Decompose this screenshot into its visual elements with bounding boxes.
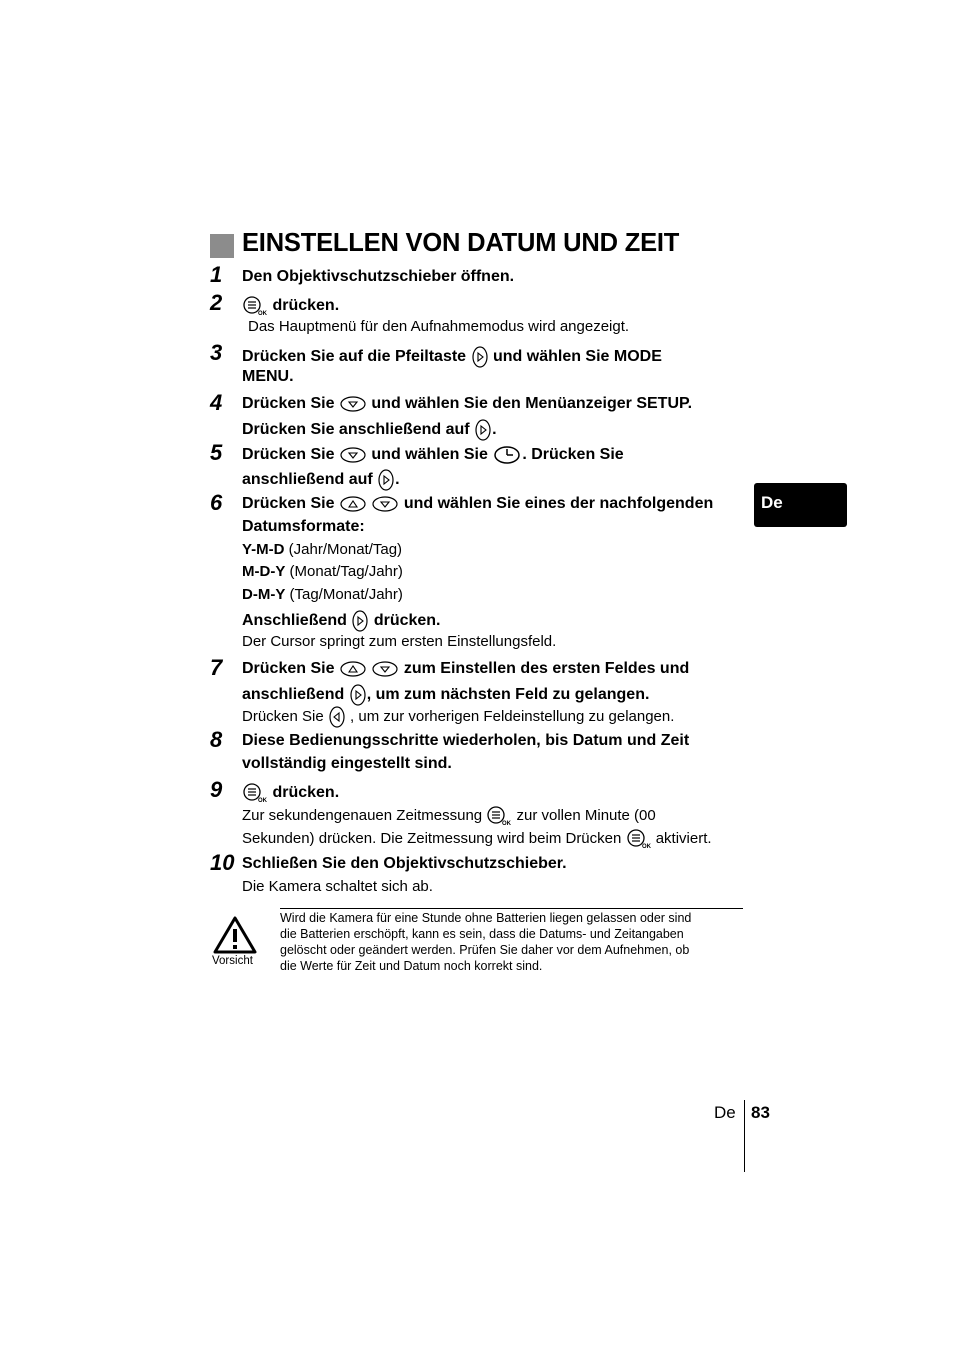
svg-text:OK: OK (502, 821, 512, 827)
step-9-note-b: zur vollen Minute (00 (516, 806, 656, 824)
step-6-text-a: Drücken Sie (242, 495, 335, 513)
step-9-note-c: Sekunden) drücken. Die Zeitmessung wird beim Drücken (242, 829, 622, 847)
date-format-desc: (Tag/Monat/Jahr) (285, 586, 403, 603)
arrow-down-icon (371, 495, 399, 513)
svg-text:OK: OK (641, 844, 651, 850)
date-format-item (242, 586, 403, 603)
step-2-line (242, 295, 339, 317)
step-7-text-b: zum Einstellen des ersten Feldes und (403, 660, 690, 678)
step-6-text-b: und wählen Sie eines der nachfolgenden (403, 495, 714, 513)
step-7-note (242, 705, 674, 729)
date-format-desc: (Jahr/Monat/Tag) (284, 541, 403, 558)
date-format-code: M-D-Y (242, 563, 286, 580)
page-title: EINSTELLEN VON DATUM UND ZEIT (242, 229, 680, 257)
step-9-note-line-2 (242, 828, 712, 850)
language-tab-label: De (761, 493, 783, 512)
step-10-note: Die Kamera schaltet sich ab. (242, 878, 433, 895)
step-6-line-2: Datumsformate: (242, 518, 365, 535)
step-5-line-1 (242, 445, 624, 465)
caution-label: Vorsicht (212, 955, 253, 967)
menu-ok-button-icon (242, 782, 268, 804)
caution-text (280, 910, 750, 974)
arrow-up-icon (339, 495, 367, 513)
step-5-text-d: anschließend auf (242, 471, 373, 489)
step-5-text-e: . (395, 471, 400, 489)
step-4-text-c: Drücken Sie anschließend auf (242, 421, 470, 439)
step-9-note-a: Zur sekundengenauen Zeitmessung (242, 806, 483, 824)
arrow-right-icon (474, 418, 492, 442)
step-number: 4 (210, 390, 223, 415)
language-tab (754, 483, 847, 527)
step-4-text-a: Drücken Sie (242, 395, 335, 413)
arrow-down-icon (339, 446, 367, 464)
step-1-text: Den Objektivschutzschieber öffnen. (242, 268, 515, 285)
step-6-text-d: Anschließend (242, 612, 347, 630)
step-7-line-2 (242, 683, 649, 707)
arrow-up-icon (339, 660, 367, 678)
step-7-text-d: , um zum nächsten Feld zu gelangen. (366, 686, 650, 704)
step-3-text-b: und wählen Sie MODE (492, 348, 662, 366)
caution-divider (280, 908, 743, 909)
clock-icon (492, 445, 522, 465)
step-7-note-b: , um zur vorherigen Feldeinstellung zu gelangen. (350, 707, 675, 725)
step-6-line-1 (242, 495, 713, 513)
step-2-text: drücken. (272, 297, 340, 315)
step-9-note-d: aktiviert. (655, 829, 712, 847)
date-format-desc: (Monat/Tag/Jahr) (285, 563, 403, 580)
step-10-text: Schließen Sie den Objektivschutzschieber. (242, 855, 567, 872)
step-3-line-2: MENU. (242, 368, 294, 385)
step-number: 9 (210, 777, 223, 802)
arrow-down-icon (339, 395, 367, 413)
arrow-right-icon (351, 609, 369, 633)
step-5-line-2 (242, 468, 400, 492)
arrow-right-icon (471, 345, 489, 369)
step-6-line-3 (242, 609, 441, 633)
step-number: 1 (210, 262, 223, 287)
step-4-line-2 (242, 418, 497, 442)
footer-divider (744, 1100, 745, 1172)
step-3-line-1 (242, 345, 662, 369)
step-number: 2 (210, 290, 223, 315)
step-number: 7 (210, 655, 223, 680)
step-6-text-e: drücken. (373, 612, 441, 630)
step-4-text-b: und wählen Sie den Menüanzeiger SETUP. (371, 395, 693, 413)
step-number: 10 (210, 850, 235, 875)
menu-ok-button-icon (486, 805, 512, 827)
warning-triangle-icon (212, 915, 258, 960)
step-4-text-d: . (492, 421, 497, 439)
arrow-left-icon (328, 705, 346, 729)
step-5-text-c: . Drücken Sie (522, 446, 624, 464)
step-9-note-line-1 (242, 805, 656, 827)
date-format-item (242, 563, 403, 580)
step-7-text-a: Drücken Sie (242, 660, 335, 678)
arrow-right-icon (349, 683, 367, 707)
step-4-line-1 (242, 395, 692, 413)
step-7-note-a: Drücken Sie (242, 707, 324, 725)
date-format-item (242, 541, 402, 558)
caution-line: gelöscht oder geändert werden. Prüfen Sie daher vor dem Aufnehmen, ob (280, 943, 690, 957)
date-format-code: Y-M-D (242, 541, 285, 558)
step-2-note: Das Hauptmenü für den Aufnahmemodus wird angezeigt. (248, 318, 630, 335)
svg-text:OK: OK (258, 311, 267, 317)
step-9-text: drücken. (272, 784, 340, 802)
date-format-code: D-M-Y (242, 586, 286, 603)
step-7-line-1 (242, 660, 689, 678)
step-5-text-b: und wählen Sie (371, 446, 488, 464)
menu-ok-button-icon (242, 295, 268, 317)
step-3-text-a: Drücken Sie auf die Pfeiltaste (242, 348, 467, 366)
step-number: 3 (210, 340, 223, 365)
step-number: 6 (210, 490, 223, 515)
step-6-note: Der Cursor springt zum ersten Einstellungsfeld. (242, 633, 557, 650)
svg-text:OK: OK (258, 798, 267, 804)
caution-line: die Batterien erschöpft, kann es sein, dass die Datums- und Zeitangaben (280, 927, 684, 941)
arrow-down-icon (371, 660, 399, 678)
footer-language: De (714, 1103, 736, 1122)
caution-line: Wird die Kamera für eine Stunde ohne Batterien liegen gelassen oder sind (280, 911, 692, 925)
step-number: 8 (210, 727, 223, 752)
step-8-line-1: Diese Bedienungsschritte wiederholen, bis Datum und Zeit (242, 732, 690, 749)
step-5-text-a: Drücken Sie (242, 446, 335, 464)
step-9-line (242, 782, 339, 804)
menu-ok-button-icon (626, 828, 652, 850)
step-8-line-2: vollständig eingestellt sind. (242, 755, 452, 772)
step-7-text-c: anschließend (242, 686, 345, 704)
step-number: 5 (210, 440, 223, 465)
title-marker (210, 234, 234, 258)
caution-line: die Werte für Zeit und Datum noch korrekt sind. (280, 959, 543, 973)
arrow-right-icon (377, 468, 395, 492)
page-number: 83 (751, 1103, 770, 1122)
